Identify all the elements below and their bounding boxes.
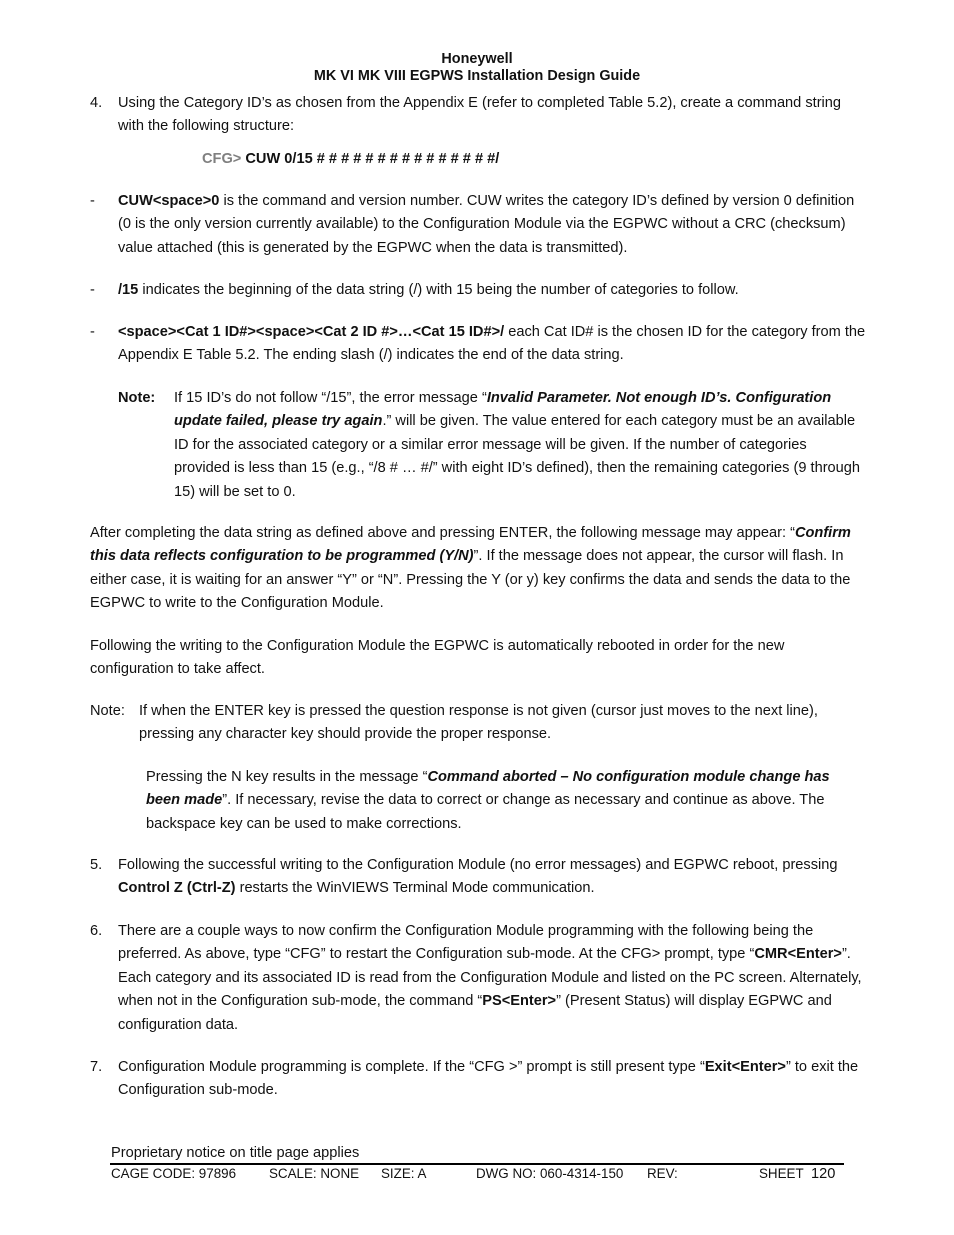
step-number: 4. bbox=[90, 95, 103, 111]
bullet-dash: - bbox=[90, 282, 95, 298]
paragraph-text: ”. If necessary, revise the data to correct or change as necessary and continue as above. The backspace key can be used to make corrections. bbox=[146, 792, 825, 832]
bullet-term: /15 bbox=[118, 282, 139, 298]
paragraph-text: Pressing the N key results in the message “ bbox=[146, 769, 428, 785]
bullet-text: each Cat ID# is the chosen ID for the category from the Appendix E Table 5.2. The ending slash (/) indicates the end of the data string. bbox=[118, 324, 866, 364]
bullet-term: CUW<space>0 bbox=[118, 193, 220, 209]
proprietary-notice: Proprietary notice on title page applies bbox=[111, 1145, 360, 1161]
step-7 bbox=[90, 1056, 866, 1103]
note-text: If when the ENTER key is pressed the question response is not given (cursor just moves to the next line), pressing any character key should provide the proper response. bbox=[139, 703, 818, 743]
step-text: Using the Category ID’s as chosen from the Appendix E (refer to completed Table 5.2), create a command string with the following structure: bbox=[118, 95, 842, 135]
note-text: If 15 ID’s do not follow “/15”, the error message “ bbox=[174, 390, 487, 406]
step-text: Configuration Module programming is complete. If the “CFG >” prompt is still present type “ bbox=[118, 1059, 705, 1075]
paragraph-reboot: Following the writing to the Configuration Module the EGPWC is automatically rebooted in order for the new configuration to take affect. bbox=[90, 638, 785, 678]
note-text: .” will be given. The value entered for each category must be an available ID for the associated category or a similar error message will be given. If the number of categories provided is less than 15 (e.g., “/8 # … #/” with eight ID’s defined), then the remaining categories (9 through 15) will be set to 0. bbox=[174, 413, 861, 500]
cfg-prompt: CFG> bbox=[202, 151, 242, 167]
step-key: Control Z (Ctrl-Z) bbox=[118, 880, 236, 897]
command-string: CUW 0/15 # # # # # # # # # # # # # # #/ bbox=[241, 151, 500, 167]
revision: REV: bbox=[647, 1166, 678, 1181]
paragraph-text: ”. If the message does not appear, the cursor will flash. In either case, it is waiting for an answer “Y” or “N”. Pressing the Y (or y) key confirms the data and sends the data to the EGPWC to write to the Configuration Module. bbox=[90, 548, 851, 612]
note-label: Note: bbox=[118, 390, 156, 406]
step-command: PS<Enter> bbox=[482, 993, 557, 1010]
step-text: There are a couple ways to now confirm the Configuration Module programming with the following being the preferred. As above, type “CFG” to restart the Configuration sub-mode. At the CFG> prompt, type “ bbox=[118, 923, 814, 963]
step-5 bbox=[90, 854, 866, 901]
step-6 bbox=[90, 920, 866, 1037]
step-4 bbox=[90, 92, 866, 139]
cage-code: CAGE CODE: 97896 bbox=[111, 1166, 237, 1181]
sheet-label: SHEET bbox=[759, 1166, 804, 1181]
page-header bbox=[0, 51, 954, 85]
bullet-dash: - bbox=[90, 193, 95, 209]
step-text: ”. Each category and its associated ID is read from the Configuration Module and listed on the PC screen. Alternately, when not in the Configuration sub-mode, the command “ bbox=[118, 946, 862, 1010]
bullet-item bbox=[90, 190, 866, 260]
note-invalid-parameter bbox=[90, 387, 866, 504]
step-text: Following the successful writing to the Configuration Module (no error messages) and EGPWC reboot, pressing bbox=[118, 857, 838, 873]
paragraph-confirm bbox=[90, 522, 866, 616]
paragraph-text: After completing the data string as defined above and pressing ENTER, the following message may appear: “ bbox=[90, 525, 795, 541]
note-label: Note: bbox=[90, 703, 125, 719]
command-structure bbox=[202, 148, 499, 171]
size: SIZE: A bbox=[381, 1166, 427, 1181]
step-text: ” (Present Status) will display EGPWC and configuration data. bbox=[118, 993, 832, 1033]
bullet-item bbox=[90, 279, 866, 302]
bullet-term: <space><Cat 1 ID#><space><Cat 2 ID #>…<Cat 15 ID#>/ bbox=[118, 324, 505, 340]
paragraph-n-key bbox=[146, 766, 862, 836]
abort-message: Command aborted – No configuration module change has been made bbox=[146, 769, 830, 809]
header-company: Honeywell bbox=[441, 51, 513, 67]
title-block bbox=[0, 1164, 954, 1184]
step-text: restarts the WinVIEWS Terminal Mode communication. bbox=[235, 880, 595, 897]
step-number: 7. bbox=[90, 1059, 103, 1075]
step-text: ” to exit the Configuration sub-mode. bbox=[118, 1059, 859, 1099]
step-number: 6. bbox=[90, 923, 103, 939]
bullet-item bbox=[90, 321, 866, 368]
error-message: Invalid Parameter. Not enough ID’s. Configuration update failed, please try again bbox=[174, 390, 832, 430]
bullet-text: indicates the beginning of the data string (/) with 15 being the number of categories to follow. bbox=[138, 282, 739, 298]
note-enter-key bbox=[90, 700, 866, 747]
step-command: Exit<Enter> bbox=[704, 1059, 786, 1075]
bullet-dash: - bbox=[90, 324, 95, 340]
sheet-number: 120 bbox=[811, 1166, 836, 1182]
scale: SCALE: NONE bbox=[269, 1166, 360, 1181]
step-number: 5. bbox=[90, 857, 103, 873]
drawing-number: DWG NO: 060-4314-150 bbox=[476, 1166, 624, 1181]
confirm-message: Confirm this data reflects configuration to be programmed (Y/N) bbox=[90, 525, 851, 565]
header-title: MK VI MK VIII EGPWS Installation Design Guide bbox=[313, 68, 641, 84]
bullet-text: is the command and version number. CUW writes the category ID’s defined by version 0 definition (0 is the only version currently available) to the Configuration Module via the EGPWC without a CRC (checksum) value attached (this is generated by the EGPWC when the data is transmitted). bbox=[118, 193, 855, 256]
step-command: CMR<Enter> bbox=[754, 946, 842, 963]
